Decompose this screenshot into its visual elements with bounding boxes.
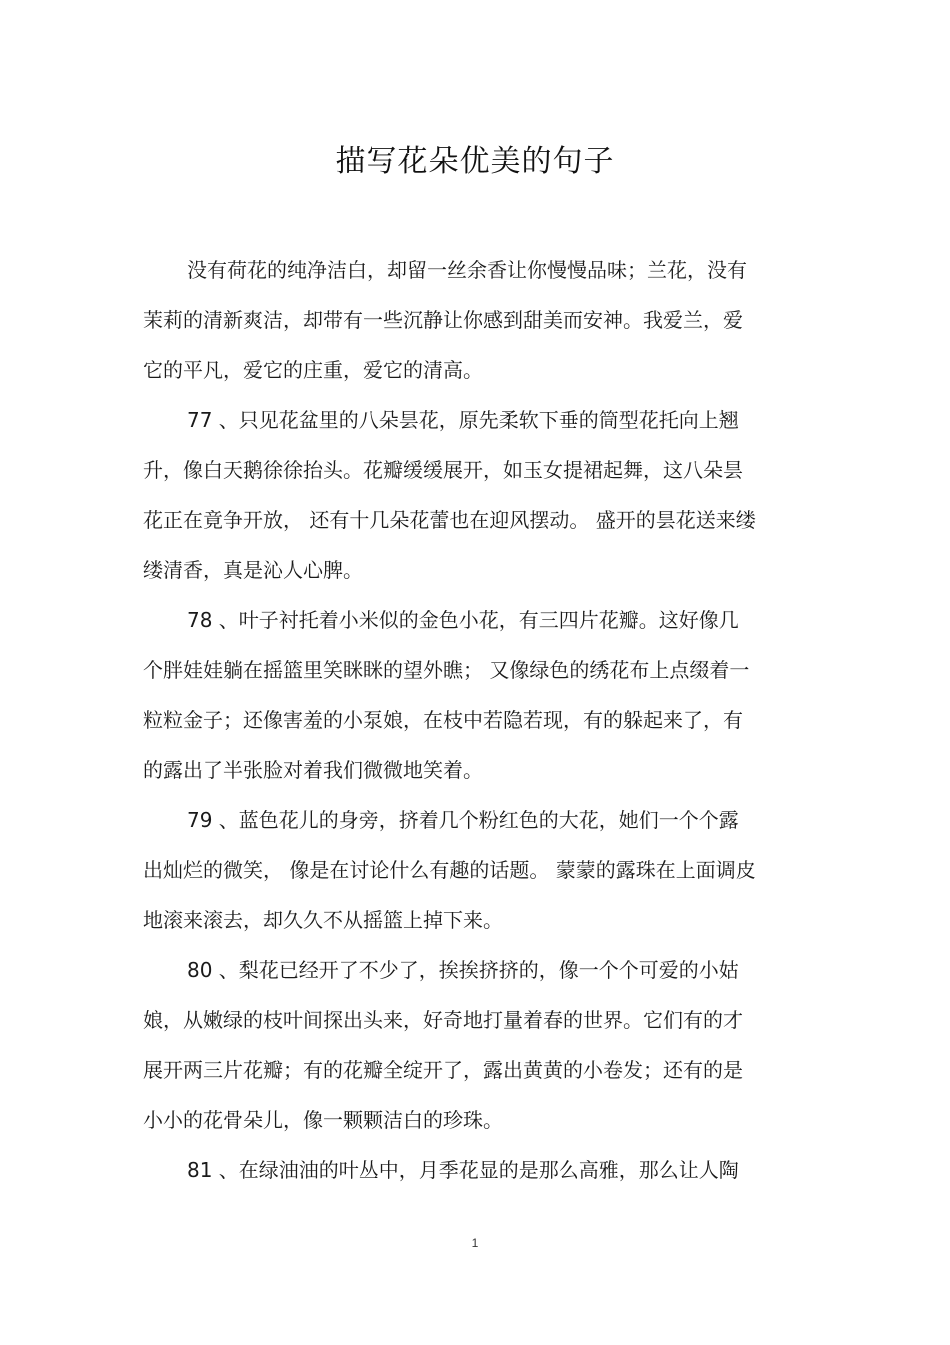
text-line: 78 、叶子衬托着小米似的金色小花，有三四片花瓣。这好像几 [187,608,739,632]
text-line: 80 、梨花已经开了不少了，挨挨挤挤的，像一个个可爱的小姑 [187,958,739,982]
text-line: 地滚来滚去，却久久不从摇篮上掉下来。 [143,908,503,932]
text-line: 81 、在绿油油的叶丛中，月季花显的是那么高雅，那么让人陶 [187,1158,739,1182]
text-line: 娘，从嫩绿的枝叶间探出头来，好奇地打量着春的世界。它们有的才 [143,1008,743,1032]
text-line: 展开两三片花瓣；有的花瓣全绽开了，露出黄黄的小卷发；还有的是 [143,1058,743,1082]
text-line: 粒粒金子；还像害羞的小泵娘，在枝中若隐若现，有的躲起来了，有 [143,708,743,732]
text-line: 没有荷花的纯净洁白，却留一丝余香让你慢慢品味；兰花，没有 [187,258,747,282]
text-line: 小小的花骨朵儿，像一颗颗洁白的珍珠。 [143,1108,503,1132]
document-title: 描写花朵优美的句子 [335,144,615,179]
text-line: 个胖娃娃躺在摇篮里笑眯眯的望外瞧； 又像绿色的绣花布上点缀着一 [143,658,750,682]
text-line: 花正在竟争开放， 还有十几朵花蕾也在迎风摆动。 盛开的昙花送来缕 [143,508,756,532]
text-line: 茉莉的清新爽洁，却带有一些沉静让你感到甜美而安神。我爱兰，爱 [143,308,743,332]
text-line: 的露出了半张脸对着我们微微地笑着。 [143,758,483,782]
text-line: 升，像白天鹅徐徐抬头。花瓣缓缓展开，如玉女提裙起舞，这八朵昙 [143,458,743,482]
document-body [143,245,808,1195]
text-line: 缕清香，真是沁人心脾。 [143,558,363,582]
text-line: 出灿烂的微笑， 像是在讨论什么有趣的话题。 蒙蒙的露珠在上面调皮 [143,858,756,882]
text-line: 79 、蓝色花儿的身旁，挤着几个粉红色的大花，她们一个个露 [187,808,739,832]
page-number: 1 [471,1236,479,1250]
text-line: 它的平凡，爱它的庄重，爱它的清高。 [143,358,483,382]
text-line: 77 、只见花盆里的八朵昙花，原先柔软下垂的筒型花托向上翘 [187,408,739,432]
